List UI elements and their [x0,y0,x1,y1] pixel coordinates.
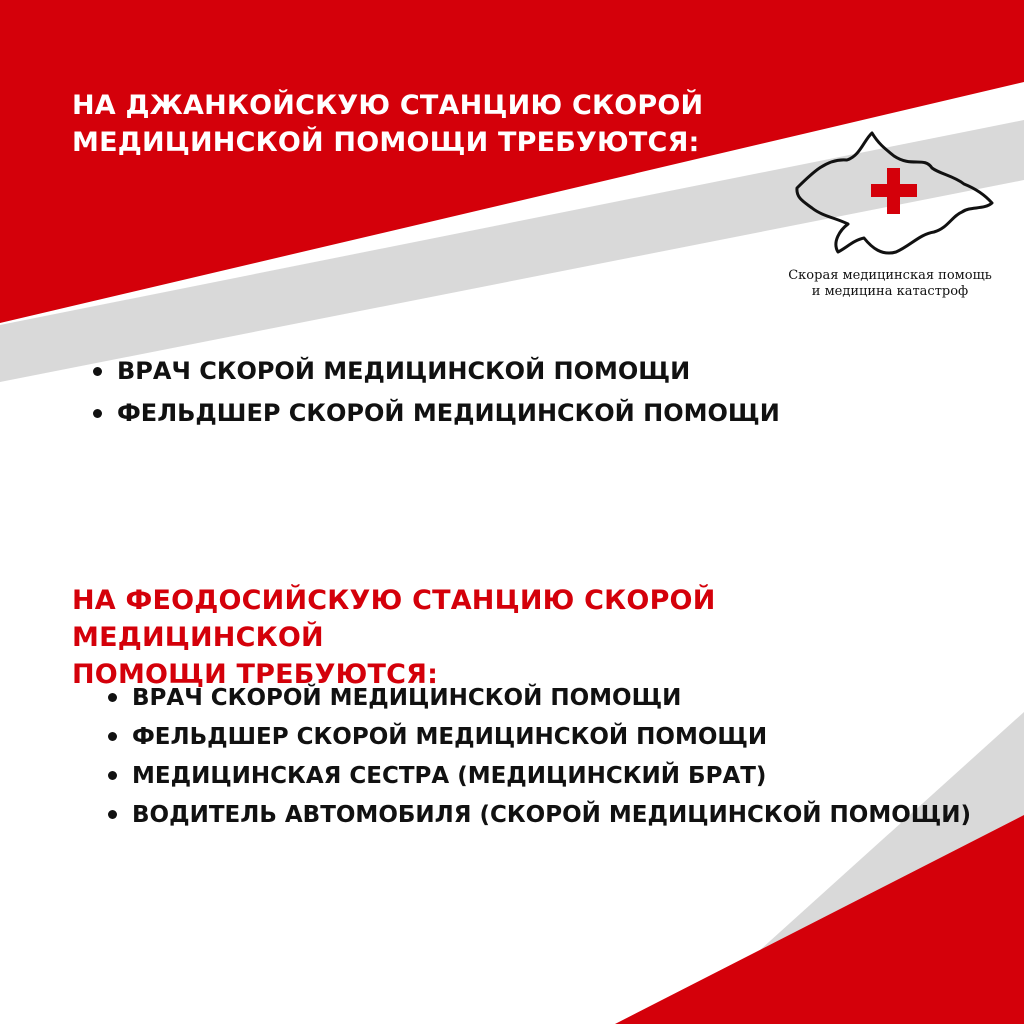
list-item-label: ВРАЧ СКОРОЙ МЕДИЦИНСКОЙ ПОМОЩИ [117,357,691,385]
list-item [93,392,780,434]
bullet-icon [108,810,117,819]
list-item [108,795,971,834]
dzhankoy-vacancy-list [93,350,780,434]
heading-dzhankoy-line2: МЕДИЦИНСКОЙ ПОМОЩИ ТРЕБУЮТСЯ: [72,127,700,158]
logo [770,128,1010,308]
heading-feodosia-line1: НА ФЕОДОСИЙСКУЮ СТАНЦИЮ СКОРОЙ МЕДИЦИНСКОЙ [72,585,716,653]
heading-dzhankoy [72,87,712,161]
list-item-label: МЕДИЦИНСКАЯ СЕСТРА (МЕДИЦИНСКИЙ БРАТ) [132,762,767,789]
bullet-icon [108,771,117,780]
list-item-label: ФЕЛЬДШЕР СКОРОЙ МЕДИЦИНСКОЙ ПОМОЩИ [117,399,780,427]
bullet-icon [108,693,117,702]
bullet-icon [93,409,102,418]
bullet-icon [108,732,117,741]
list-item [108,717,971,756]
list-item [108,678,971,717]
list-item-label: ВРАЧ СКОРОЙ МЕДИЦИНСКОЙ ПОМОЩИ [132,684,682,711]
list-item-label: ВОДИТЕЛЬ АВТОМОБИЛЯ (СКОРОЙ МЕДИЦИНСКОЙ ПОМОЩИ) [132,801,972,828]
crimea-map-red-cross-icon [792,128,997,258]
bullet-icon [93,367,102,376]
list-item-label: ФЕЛЬДШЕР СКОРОЙ МЕДИЦИНСКОЙ ПОМОЩИ [132,723,768,750]
logo-caption-line2: и медицина катастроф [811,284,969,299]
heading-feodosia-line2: ПОМОЩИ ТРЕБУЮТСЯ: [72,659,439,690]
heading-dzhankoy-line1: НА ДЖАНКОЙСКУЮ СТАНЦИЮ СКОРОЙ [72,90,704,121]
list-item [93,350,780,392]
list-item [108,756,971,795]
logo-caption [770,268,1010,300]
heading-feodosia [72,582,972,693]
feodosia-vacancy-list [108,678,971,834]
logo-caption-line1: Скорая медицинская помощь [788,268,992,283]
